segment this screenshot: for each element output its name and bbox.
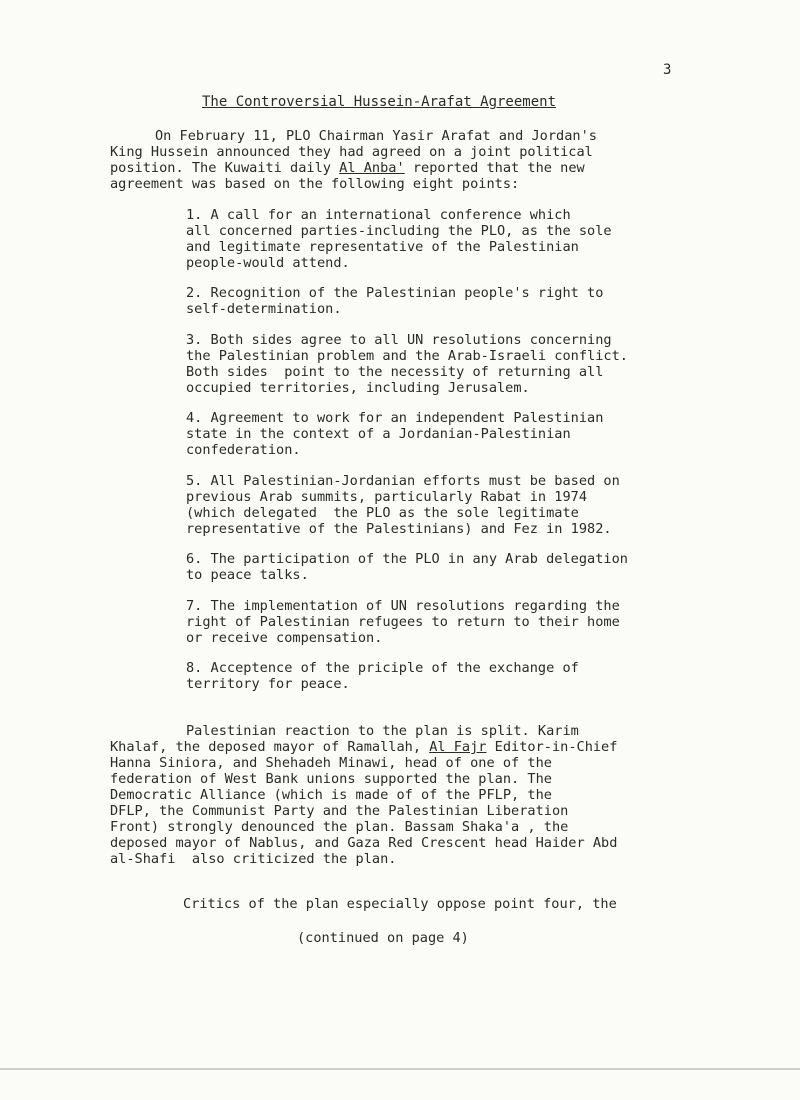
point-5-line-3: (which delegated the PLO as the sole legitimate bbox=[186, 505, 579, 521]
point-7-line-1: 7. The implementation of UN resolutions regarding the bbox=[186, 598, 620, 614]
reaction-line-7: Front) strongly denounced the plan. Bassam Shaka'a , the bbox=[110, 819, 569, 835]
point-7-line-3: or receive compensation. bbox=[186, 630, 383, 646]
newspaper-name-al-anba: Al Anba' bbox=[339, 160, 405, 176]
point-5-line-2: previous Arab summits, particularly Rabat in 1974 bbox=[186, 489, 588, 505]
intro-line-3-start: position. The Kuwaiti daily bbox=[110, 160, 340, 176]
intro-line-2: King Hussein announced they had agreed on a joint political bbox=[110, 144, 593, 160]
reaction-line-2-end: Editor-in-Chief bbox=[486, 739, 618, 755]
reaction-line-6: DFLP, the Communist Party and the Palestinian Liberation bbox=[110, 803, 569, 819]
point-1-line-2: all concerned parties-including the PLO, as the sole bbox=[186, 223, 612, 239]
intro-line-3-end: reported that the new bbox=[404, 160, 585, 176]
reaction-line-2 bbox=[110, 739, 617, 755]
intro-line-4: agreement was based on the following eight points: bbox=[110, 176, 520, 192]
reaction-line-9: al-Shafi also criticized the plan. bbox=[110, 851, 397, 867]
reaction-line-8: deposed mayor of Nablus, and Gaza Red Crescent head Haider Abd bbox=[110, 835, 618, 851]
point-3-line-4: occupied territories, including Jerusalem. bbox=[186, 380, 530, 396]
page-number: 3 bbox=[663, 62, 672, 78]
reaction-line-5: Democratic Alliance (which is made of of the PFLP, the bbox=[110, 787, 552, 803]
reaction-line-1: Palestinian reaction to the plan is split. Karim bbox=[186, 723, 579, 739]
reaction-line-3: Hanna Siniora, and Shehadeh Minawi, head of one of the bbox=[110, 755, 552, 771]
point-5-line-4: representative of the Palestinians) and Fez in 1982. bbox=[186, 521, 612, 537]
point-4-line-3: confederation. bbox=[186, 442, 301, 458]
point-3-line-3: Both sides point to the necessity of returning all bbox=[186, 364, 604, 380]
reaction-line-4: federation of West Bank unions supported the plan. The bbox=[110, 771, 552, 787]
page-title: The Controversial Hussein-Arafat Agreement bbox=[202, 94, 557, 110]
point-6-line-2: to peace talks. bbox=[186, 567, 309, 583]
point-8-line-2: territory for peace. bbox=[186, 676, 350, 692]
newspaper-name-al-fajr: Al Fajr bbox=[429, 739, 487, 755]
point-8-line-1: 8. Acceptence of the priciple of the exchange of bbox=[186, 660, 579, 676]
reaction-line-2-start: Khalaf, the deposed mayor of Ramallah, bbox=[110, 739, 430, 755]
point-3-line-1: 3. Both sides agree to all UN resolutions concerning bbox=[186, 332, 612, 348]
point-4-line-2: state in the context of a Jordanian-Palestinian bbox=[186, 426, 571, 442]
point-2-line-1: 2. Recognition of the Palestinian people's right to bbox=[186, 285, 604, 301]
intro-line-3 bbox=[110, 160, 585, 176]
scan-edge-line bbox=[0, 1068, 800, 1070]
point-6-line-1: 6. The participation of the PLO in any Arab delegation bbox=[186, 551, 628, 567]
intro-line-1: On February 11, PLO Chairman Yasir Arafat and Jordan's bbox=[155, 128, 597, 144]
point-7-line-2: right of Palestinian refugees to return to their home bbox=[186, 614, 620, 630]
critics-line-1: Critics of the plan especially oppose point four, the bbox=[183, 896, 617, 912]
point-1-line-3: and legitimate representative of the Palestinian bbox=[186, 239, 579, 255]
point-5-line-1: 5. All Palestinian-Jordanian efforts must be based on bbox=[186, 473, 620, 489]
point-1-line-4: people-would attend. bbox=[186, 255, 350, 271]
point-3-line-2: the Palestinian problem and the Arab-Israeli conflict. bbox=[186, 348, 628, 364]
point-1-line-1: 1. A call for an international conference which bbox=[186, 207, 571, 223]
point-2-line-2: self-determination. bbox=[186, 301, 342, 317]
point-4-line-1: 4. Agreement to work for an independent Palestinian bbox=[186, 410, 604, 426]
continued-note: (continued on page 4) bbox=[297, 930, 469, 946]
